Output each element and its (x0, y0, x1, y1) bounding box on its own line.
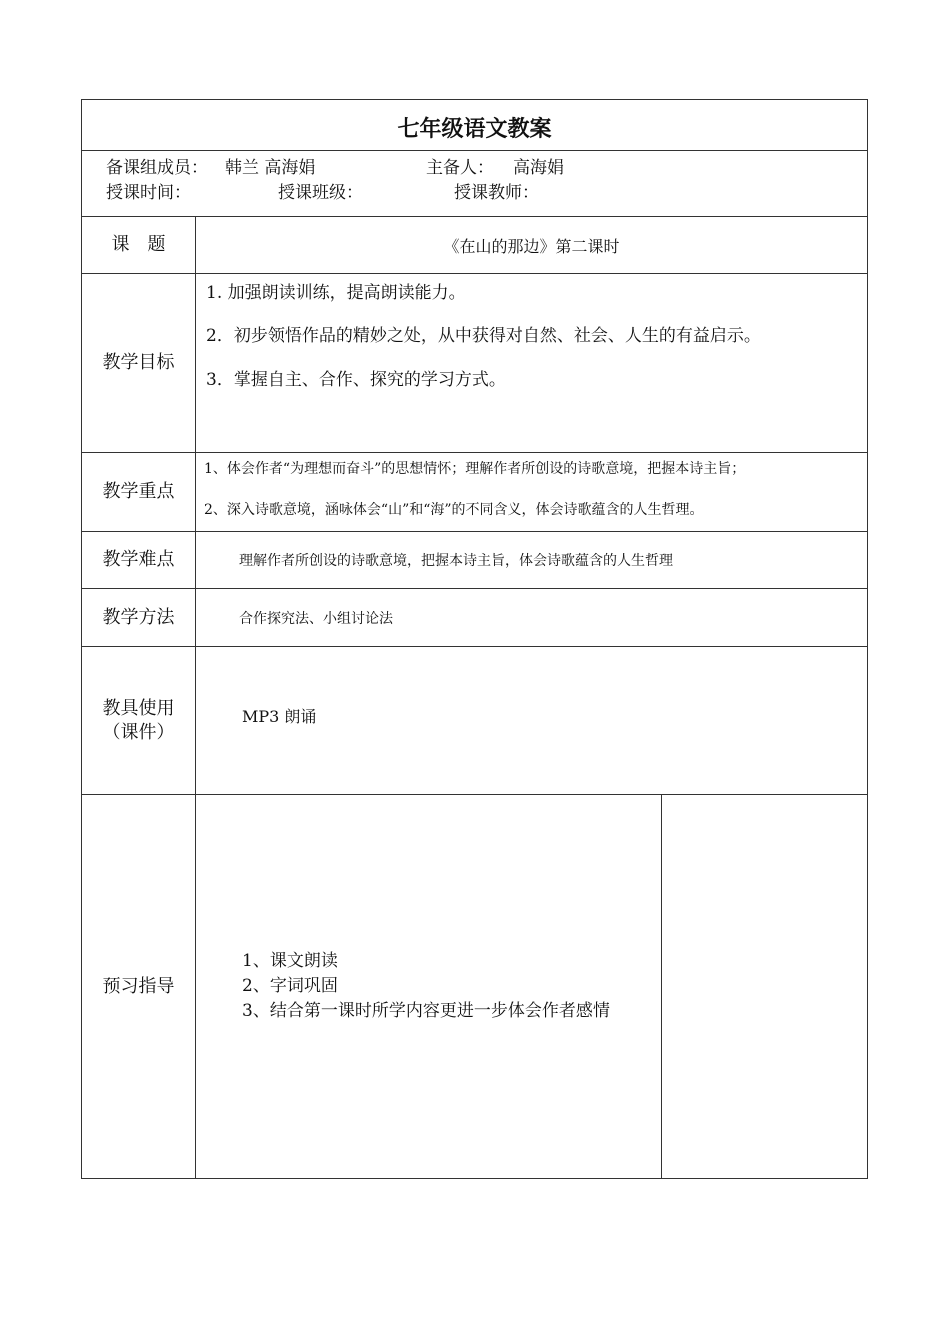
goal-item: 2．初步领悟作品的精妙之处，从中获得对自然、社会、人生的有益启示。 (206, 326, 761, 346)
members-value: 韩兰 高海娟 (225, 158, 316, 178)
goal-item: 1. 加强朗读训练，提高朗读能力。 (206, 283, 466, 303)
lesson-title: 《在山的那边》第二课时 (443, 236, 620, 256)
time-label: 授课时间： (106, 183, 191, 203)
difficulties-row (82, 532, 867, 589)
preview-row (82, 795, 867, 1178)
methods-row (82, 589, 867, 647)
key-point-item: 2、深入诗歌意境，涵咏体会“山”和“海”的不同含义，体会诗歌蕴含的人生哲理。 (204, 502, 704, 518)
tools-label-line1: 教具使用 (102, 697, 175, 719)
page-title: 七年级语文教案 (397, 117, 552, 142)
list-item: 1、课文朗读 (242, 951, 338, 971)
goal-item: 3．掌握自主、合作、探究的学习方式。 (206, 370, 506, 390)
preview-label: 预习指导 (82, 795, 196, 1178)
tools-label-line2: （课件） (102, 721, 175, 743)
key-points-row (82, 453, 867, 532)
key-points-label: 教学重点 (82, 453, 196, 531)
methods-value: 合作探究法、小组讨论法 (239, 610, 393, 627)
members-label: 备课组成员： (106, 158, 208, 178)
lesson-plan-table (81, 99, 868, 1179)
difficulties-label: 教学难点 (82, 532, 196, 588)
key-point-item: 1、体会作者“为理想而奋斗”的思想情怀；理解作者所创设的诗歌意境，把握本诗主旨； (204, 461, 746, 477)
lesson-row (82, 217, 867, 274)
goals-row (82, 274, 867, 453)
teacher-label: 授课教师： (454, 183, 539, 203)
column-divider (661, 795, 662, 1178)
lead-value: 高海娟 (513, 158, 564, 178)
difficulties-value: 理解作者所创设的诗歌意境，把握本诗主旨，体会诗歌蕴含的人生哲理 (239, 553, 673, 569)
tools-label (82, 647, 196, 794)
preview-list (242, 949, 610, 1024)
meta-row (82, 151, 867, 217)
lesson-label: 课 题 (82, 217, 196, 273)
lead-label: 主备人： (426, 158, 494, 178)
tools-row (82, 647, 867, 795)
class-label: 授课班级： (278, 183, 363, 203)
list-item: 3、结合第一课时所学内容更进一步体会作者感情 (242, 1001, 610, 1021)
methods-label: 教学方法 (82, 589, 196, 646)
tools-value: MP3 朗诵 (242, 707, 317, 726)
goals-label: 教学目标 (82, 274, 196, 452)
title-row (82, 100, 867, 151)
list-item: 2、字词巩固 (242, 976, 338, 996)
